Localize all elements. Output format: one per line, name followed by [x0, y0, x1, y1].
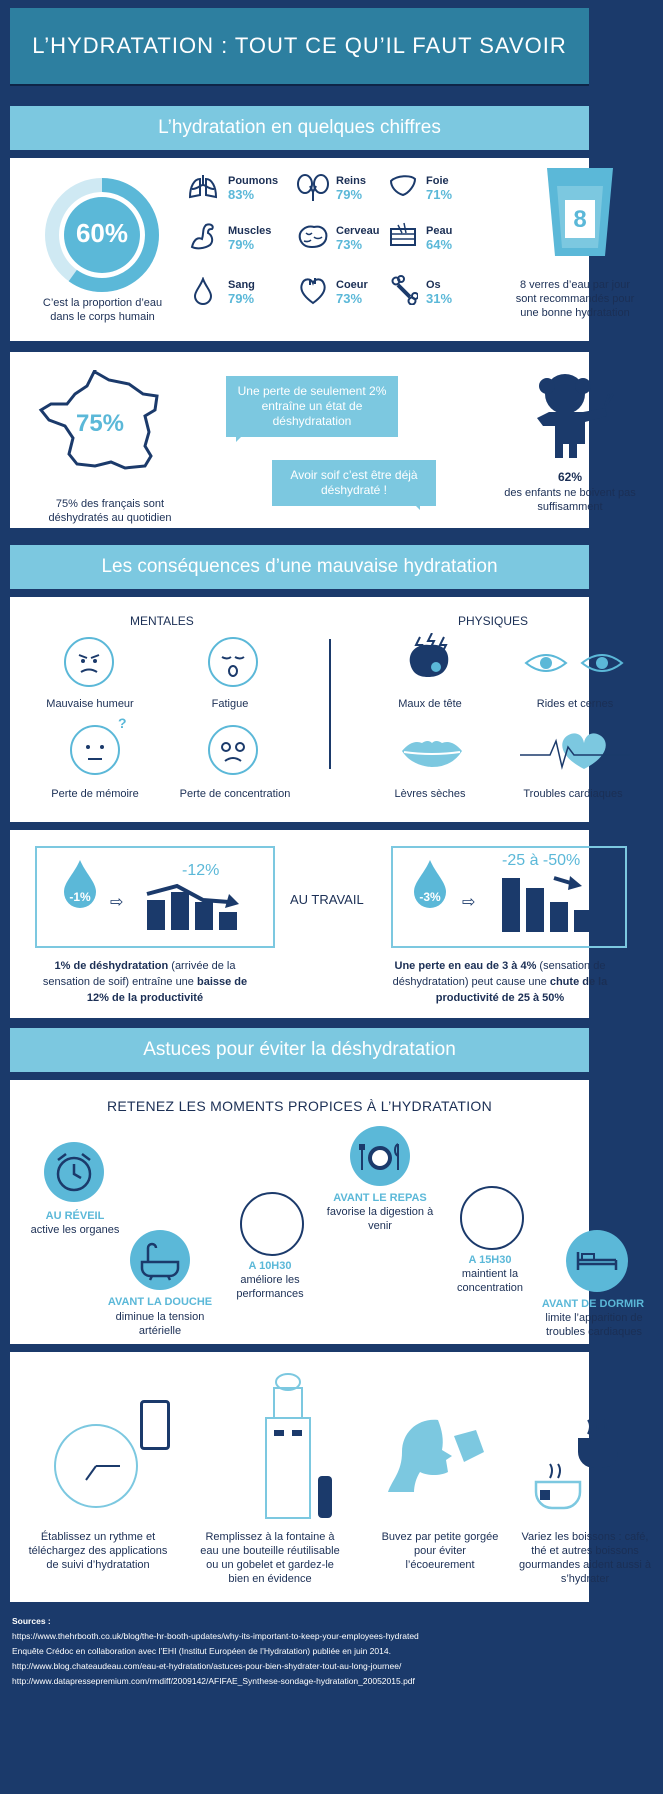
- mentale-perte-memoire: Perte de mémoire: [51, 788, 139, 800]
- organ-os: Os 31%: [426, 279, 453, 306]
- drinking-person-icon: [382, 1412, 492, 1502]
- source-line[interactable]: http://www.blog.chateaudeau.com/eau-et-hydratation/astuces-pour-bien-shydrater-tout-au-long-journee/: [12, 1661, 402, 1671]
- physique-maux-tete: Maux de tête: [398, 698, 462, 710]
- worried-face-icon: [208, 725, 258, 775]
- panel-tips: [10, 1352, 652, 1602]
- bubble-tail-1: [236, 432, 246, 442]
- au-travail-label: AU TRAVAIL: [290, 892, 364, 907]
- tired-face-icon: [208, 637, 258, 687]
- bubble-soif: Avoir soif c’est être déjà déshydraté !: [272, 460, 436, 506]
- bubble-tail-2: [410, 500, 420, 510]
- mentale-perte-concentration: Perte de concentration: [179, 788, 291, 800]
- glass-count: 8: [573, 206, 587, 233]
- headache-icon: [402, 633, 458, 689]
- panel-travail: [10, 830, 608, 1018]
- travail-caption-left: 1% de déshydratation (arrivée de la sensation de soif) entraîne une baisse de 12% de la productivité: [42, 960, 248, 1004]
- lungs-icon: [188, 173, 222, 203]
- france-map-icon: [35, 370, 165, 475]
- divider: [329, 639, 331, 769]
- organ-sang: Sang 79%: [228, 279, 255, 306]
- children-percent: 62%: [557, 470, 583, 484]
- section-title-chiffres: L’hydratation en quelques chiffres: [10, 106, 589, 150]
- water-fountain-icon: [260, 1372, 340, 1522]
- moment-1030-title: A 10H30: [248, 1260, 292, 1272]
- bone-icon: [390, 275, 418, 305]
- physiques-title: PHYSIQUES: [458, 614, 529, 628]
- bathtub-icon: [130, 1230, 190, 1290]
- panel-chiffres: [10, 158, 635, 341]
- heart-icon: [298, 275, 328, 305]
- organ-reins: Reins 79%: [336, 175, 366, 202]
- france-caption: 75% des français sont déshydratés au quotidien: [48, 498, 172, 524]
- moment-repas-title: AVANT LE REPAS: [333, 1192, 427, 1204]
- angry-face-icon: [64, 637, 114, 687]
- moment-douche-desc: diminue la tension artérielle: [115, 1311, 205, 1337]
- physique-rides-cernes: Rides et cernes: [536, 698, 614, 710]
- water-caption: C’est la proportion d’eau dans le corps humain: [42, 297, 163, 323]
- eyes-icon: [524, 651, 624, 675]
- water-glass-icon: [545, 166, 615, 256]
- moments-subtitle: RETENEZ LES MOMENTS PROPICES À L’HYDRATATION: [106, 1098, 493, 1114]
- section-title-consequences: Les conséquences d’une mauvaise hydratation: [10, 545, 589, 589]
- organ-cerveau: Cerveau 73%: [336, 225, 380, 252]
- muscle-icon: [188, 221, 218, 251]
- physique-troubles-cardiaques: Troubles cardiaques: [523, 788, 623, 800]
- drop-percent-right: -3%: [419, 890, 441, 904]
- drop-percent-left: -1%: [69, 890, 91, 904]
- organ-poumons: Poumons 83%: [228, 175, 279, 202]
- mentale-fatigue: Fatigue: [211, 698, 249, 710]
- source-line[interactable]: http://www.datapressepremium.com/rmdiff/2009142/AFIFAE_Synthese-sondage-hydratation_20052015.pdf: [12, 1676, 415, 1686]
- tip-fontaine: Remplissez à la fontaine à eau une bouteille réutilisable ou un gobelet et gardez-le bien en évidence: [200, 1531, 340, 1585]
- tip-rythme: Établissez un rythme et téléchargez des applications de suivi d’hydratation: [28, 1531, 168, 1571]
- kidneys-icon: [296, 173, 330, 203]
- lips-icon: [400, 737, 464, 769]
- question-mark-icon: ?: [118, 715, 127, 731]
- tip-gorgee: Buvez par petite gorgée pour éviter l’écoeurement: [381, 1531, 499, 1571]
- sources-title: Sources :: [12, 1616, 51, 1626]
- chart-down-icon-left: [145, 882, 245, 932]
- organs-grid: [188, 173, 508, 333]
- moment-1530-desc: maintient la concentration: [456, 1268, 524, 1294]
- skin-icon: [388, 221, 418, 249]
- liver-icon: [388, 173, 418, 199]
- arrow-icon-left: ⇨: [110, 894, 124, 911]
- moment-1530-title: A 15H30: [468, 1254, 512, 1266]
- children-caption: des enfants ne boivent pas suffisamment: [504, 487, 636, 513]
- moment-repas-desc: favorise la digestion à venir: [326, 1206, 434, 1232]
- moment-dormir-desc: limite l’apparition de troubles cardiaques: [545, 1312, 643, 1338]
- chart-down-icon-right: [500, 874, 600, 934]
- moment-reveil-title: AU RÉVEIL: [45, 1210, 105, 1222]
- confused-face-icon: [70, 725, 120, 775]
- section-title-astuces: Astuces pour éviter la déshydratation: [10, 1028, 589, 1072]
- clock-icon: [54, 1424, 138, 1508]
- france-percent: 75%: [75, 410, 125, 437]
- phone-icon: [140, 1400, 170, 1450]
- source-line: Enquête Crédoc en collaboration avec l’EHI (Institut Européen de l’Hydratation) publiée en juin 2014.: [12, 1646, 391, 1656]
- brain-icon: [296, 223, 330, 251]
- mentale-mauvaise-humeur: Mauvaise humeur: [46, 698, 134, 710]
- moment-dormir-title: AVANT DE DORMIR: [541, 1298, 645, 1310]
- water-ring-chart: [43, 176, 161, 294]
- travail-caption-right: Une perte en eau de 3 à 4% (sensation de déshydratation) peut cause une chute de la productivité de 25 à 50%: [392, 960, 608, 1004]
- travail-percent-right: -25 à -50%: [502, 852, 581, 869]
- clock-1030-icon: [240, 1192, 304, 1256]
- mentales-title: MENTALES: [130, 614, 194, 628]
- tip-boissons: Variez les boissons : café, thé et autres boissons gourmandes aident aussi à s’hydrater: [518, 1531, 652, 1585]
- panel-consequences: [10, 597, 623, 822]
- moment-reveil-desc: active les organes: [30, 1224, 120, 1236]
- physique-levres-seches: Lèvres sèches: [394, 788, 466, 800]
- bed-icon: [566, 1230, 628, 1292]
- sources: [12, 1614, 652, 1689]
- arrow-icon-right: ⇨: [462, 894, 476, 911]
- bubble-perte-2: Une perte de seulement 2% entraîne un état de déshydratation: [226, 376, 398, 437]
- cups-icon: [530, 1412, 640, 1512]
- water-percent: 60%: [75, 218, 129, 248]
- glass-caption: 8 verres d’eau par jour sont recommandés pour une bonne hydratation: [515, 279, 635, 319]
- cardiac-icon: [520, 731, 630, 771]
- organ-muscles: Muscles 79%: [228, 225, 272, 252]
- blood-drop-icon: [192, 277, 214, 305]
- travail-percent-left: -12%: [182, 862, 220, 879]
- alarm-clock-icon: [44, 1142, 104, 1202]
- page-title: L’HYDRATATION : TOUT CE QU’IL FAUT SAVOIR: [10, 8, 589, 84]
- moment-douche-title: AVANT LA DOUCHE: [107, 1296, 213, 1308]
- source-line[interactable]: https://www.thehrbooth.co.uk/blog/the-hr-booth-updates/why-its-important-to-keep-your-employees-hydrated: [12, 1631, 419, 1641]
- organ-peau: Peau 64%: [426, 225, 453, 252]
- organ-foie: Foie 71%: [426, 175, 453, 202]
- panel-stats-france: [10, 352, 636, 528]
- child-silhouette-icon: [525, 364, 615, 464]
- clock-1530-icon: [460, 1186, 524, 1250]
- organ-coeur: Coeur 73%: [336, 279, 368, 306]
- meal-plate-icon: [350, 1126, 410, 1186]
- moment-1030-desc: améliore les performances: [236, 1274, 304, 1300]
- panel-moments: [10, 1080, 645, 1344]
